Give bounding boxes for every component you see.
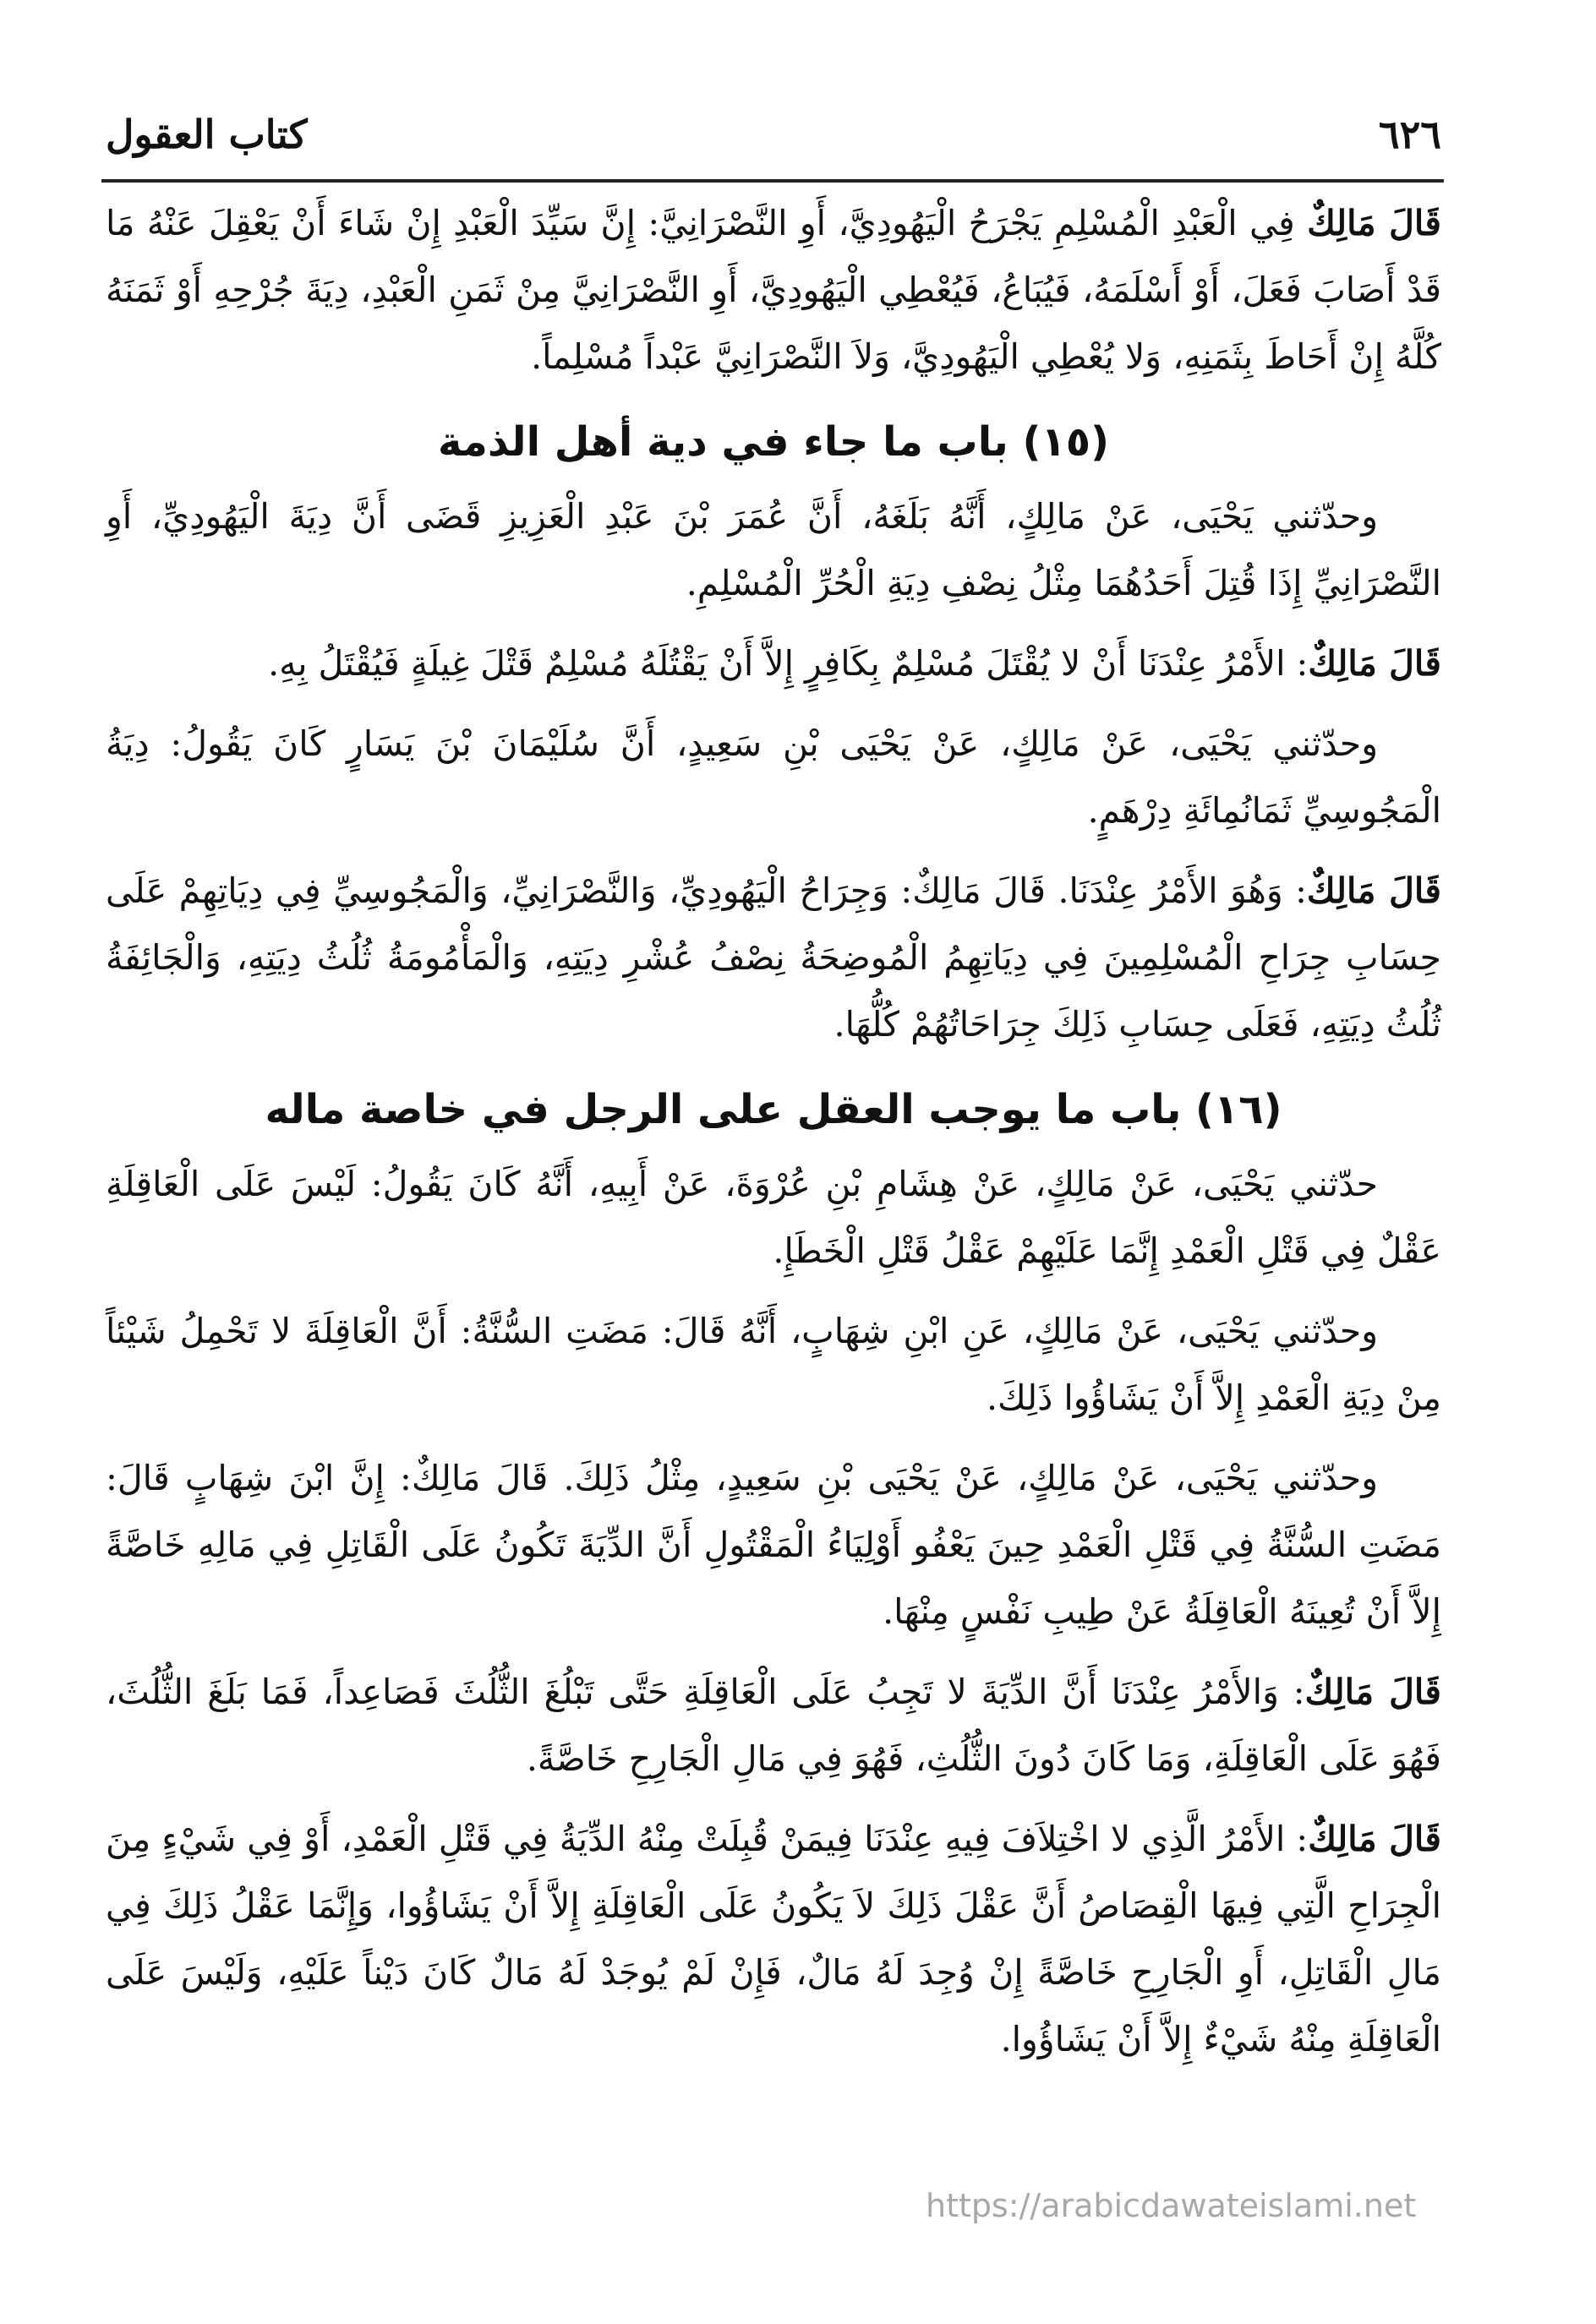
section-heading-16: (١٦) باب ما يوجب العقل على الرجل في خاصة ماله: [265, 1086, 1282, 1133]
paragraph-malik-slave: [106, 190, 1441, 390]
speaker-label: قَالَ مَالِكٌ: [1304, 1672, 1442, 1712]
paragraph-text: : وَهُوَ الأَمْرُ عِنْدَنَا. قَالَ مَالِكٌ: وَجِرَاحُ الْيَهُودِيِّ، وَالنَّصْرَانِيِّ، وَالْمَجُوسِيِّ فِي دِيَاتِهِمْ عَلَى حِسَابِ جِرَاحِ الْمُسْلِمِينَ فِي دِيَاتِهِمُ الْمُوضِحَةُ نِصْفُ عُشْرِ دِيَتِهِ، وَالْمَأْمُومَةُ ثُلُثُ دِيَتِهِ، وَالْجَائِفَةُ ثُلُثُ دِيَتِهِ، فَعَلَى حِسَابِ ذَلِكَ جِرَاحَاتُهُمْ كُلُّهَا.: [106, 870, 1441, 1045]
speaker-label: قَالَ مَالِكٌ: [1307, 203, 1441, 243]
hadith-paragraph: وحدّثني يَحْيَى، عَنْ مَالِكٍ، عَنِ ابْنِ شِهَابٍ، أَنَّهُ قَالَ: مَضَتِ السُّنَّةُ: أَنَّ الْعَاقِلَةَ لا تَحْمِلُ شَيْئاً مِنْ دِيَةِ الْعَمْدِ إِلاَّ أَنْ يَشَاؤُوا ذَلِكَ.: [106, 1311, 1441, 1418]
hadith-paragraph: وحدّثني يَحْيَى، عَنْ مَالِكٍ، عَنْ يَحْيَى بْنِ سَعِيدٍ، أَنَّ سُلَيْمَانَ بْنَ يَسَارٍ كَانَ يَقُولُ: دِيَةُ الْمَجُوسِيِّ ثَمَانُمِائَةِ دِرْهَمٍ.: [106, 723, 1441, 831]
paragraph-text: : وَالأَمْرُ عِنْدَنَا أَنَّ الدِّيَةَ لا تَجِبُ عَلَى الْعَاقِلَةِ حَتَّى تَبْلُغَ الثُّلُثَ فَصَاعِداً، فَمَا بَلَغَ الثُّلُثَ، فَهُوَ عَلَى الْعَاقِلَةِ، وَمَا كَانَ دُونَ الثُّلُثِ، فَهُوَ فِي مَالِ الْجَارِحِ خَاصَّةً.: [106, 1672, 1441, 1779]
page-header: [106, 101, 1441, 169]
paragraph-malik-qisas: [106, 1806, 1441, 2073]
hadith-paragraph: حدّثني يَحْيَى، عَنْ مَالِكٍ، عَنْ هِشَامِ بْنِ عُرْوَةَ، عَنْ أَبِيهِ، أَنَّهُ كَانَ يَقُولُ: لَيْسَ عَلَى الْعَاقِلَةِ عَقْلٌ فِي قَتْلِ الْعَمْدِ إِنَّمَا عَلَيْهِمْ عَقْلُ قَتْلِ الْخَطَإِ.: [106, 1164, 1441, 1271]
paragraph-malik-ruling: [106, 630, 1441, 697]
paragraph-text: : الأَمْرُ عِنْدَنَا أَنْ لا يُقْتَلَ مُسْلِمٌ بِكَافِرٍ إِلاَّ أَنْ يَقْتُلَهُ مُسْلِمٌ قَتْلَ غِيلَةٍ فَيُقْتَلُ بِهِ.: [268, 643, 1309, 684]
speaker-label: قَالَ مَالِكٌ: [1308, 1819, 1442, 1859]
page-number: ٦٢٦: [1378, 112, 1441, 157]
paragraph-malik-wounds: [106, 858, 1441, 1058]
hadith-paragraph: وحدّثني يَحْيَى، عَنْ مَالِكٍ، أَنَّهُ بَلَغَهُ، أَنَّ عُمَرَ بْنَ عَبْدِ الْعَزِيزِ قَضَى أَنَّ دِيَةَ الْيَهُودِيِّ، أَوِ النَّصْرَانِيِّ إِذَا قُتِلَ أَحَدُهُمَا مِثْلُ نِصْفِ دِيَةِ الْحُرِّ الْمُسْلِمِ.: [106, 496, 1441, 603]
paragraph-text: فِي الْعَبْدِ الْمُسْلِمِ يَجْرَحُ الْيَهُودِيَّ، أَوِ النَّصْرَانِيَّ: إِنَّ سَيِّدَ الْعَبْدِ إِنْ شَاءَ أَنْ يَعْقِلَ عَنْهُ مَا قَدْ أَصَابَ فَعَلَ، أَوْ أَسْلَمَهُ، فَيُبَاعُ، فَيُعْطِي الْيَهُودِيَّ، أَوِ النَّصْرَانِيَّ مِنْ ثَمَنِ الْعَبْدِ، دِيَةَ جُرْحِهِ أَوْ ثَمَنَهُ كُلَّهُ إِنْ أَحَاطَ بِثَمَنِهِ، وَلا يُعْطِي الْيَهُودِيَّ، وَلاَ النَّصْرَانِيَّ عَبْداً مُسْلِماً.: [106, 203, 1441, 377]
watermark-url[interactable]: https://arabicdawateislami.net: [926, 2187, 1417, 2224]
page-body: [106, 190, 1441, 2087]
section-heading-15: (١٥) باب ما جاء في دية أهل الذمة: [438, 418, 1109, 466]
speaker-label: قَالَ مَالِكٌ: [1306, 870, 1441, 911]
book-title: كتاب العقول: [106, 112, 308, 157]
hadith-paragraph: وحدّثني يَحْيَى، عَنْ مَالِكٍ، عَنْ يَحْيَى بْنِ سَعِيدٍ، مِثْلُ ذَلِكَ. قَالَ مَالِكٌ: إِنَّ ابْنَ شِهَابٍ قَالَ: مَضَتِ السُّنَّةُ فِي قَتْلِ الْعَمْدِ حِينَ يَعْفُو أَوْلِيَاءُ الْمَقْتُولِ أَنَّ الدِّيَةَ تَكُونُ عَلَى الْقَاتِلِ فِي مَالِهِ خَاصَّةً إِلاَّ أَنْ تُعِينَهُ الْعَاقِلَةُ عَنْ طِيبِ نَفْسٍ مِنْهَا.: [106, 1458, 1441, 1632]
paragraph-malik-third: [106, 1659, 1441, 1792]
header-rule: [101, 179, 1444, 183]
speaker-label: قَالَ مَالِكٌ: [1308, 643, 1441, 684]
paragraph-text: : الأَمْرُ الَّذِي لا اخْتِلاَفَ فِيهِ عِنْدَنَا فِيمَنْ قُبِلَتْ مِنْهُ الدِّيَةُ فِي قَتْلِ الْعَمْدِ، أَوْ فِي شَيْءٍ مِنَ الْجِرَاحِ الَّتِي فِيهَا الْقِصَاصُ أَنَّ عَقْلَ ذَلِكَ لاَ يَكُونُ عَلَى الْعَاقِلَةِ إِلاَّ أَنْ يَشَاؤُوا، وَإِنَّمَا عَقْلُ ذَلِكَ فِي مَالِ الْقَاتِلِ، أَوِ الْجَارِحِ خَاصَّةً إِنْ وُجِدَ لَهُ مَالٌ، فَإِنْ لَمْ يُوجَدْ لَهُ مَالٌ كَانَ دَيْناً عَلَيْهِ، وَلَيْسَ عَلَى الْعَاقِلَةِ مِنْهُ شَيْءٌ إِلاَّ أَنْ يَشَاؤُوا.: [106, 1819, 1441, 2059]
